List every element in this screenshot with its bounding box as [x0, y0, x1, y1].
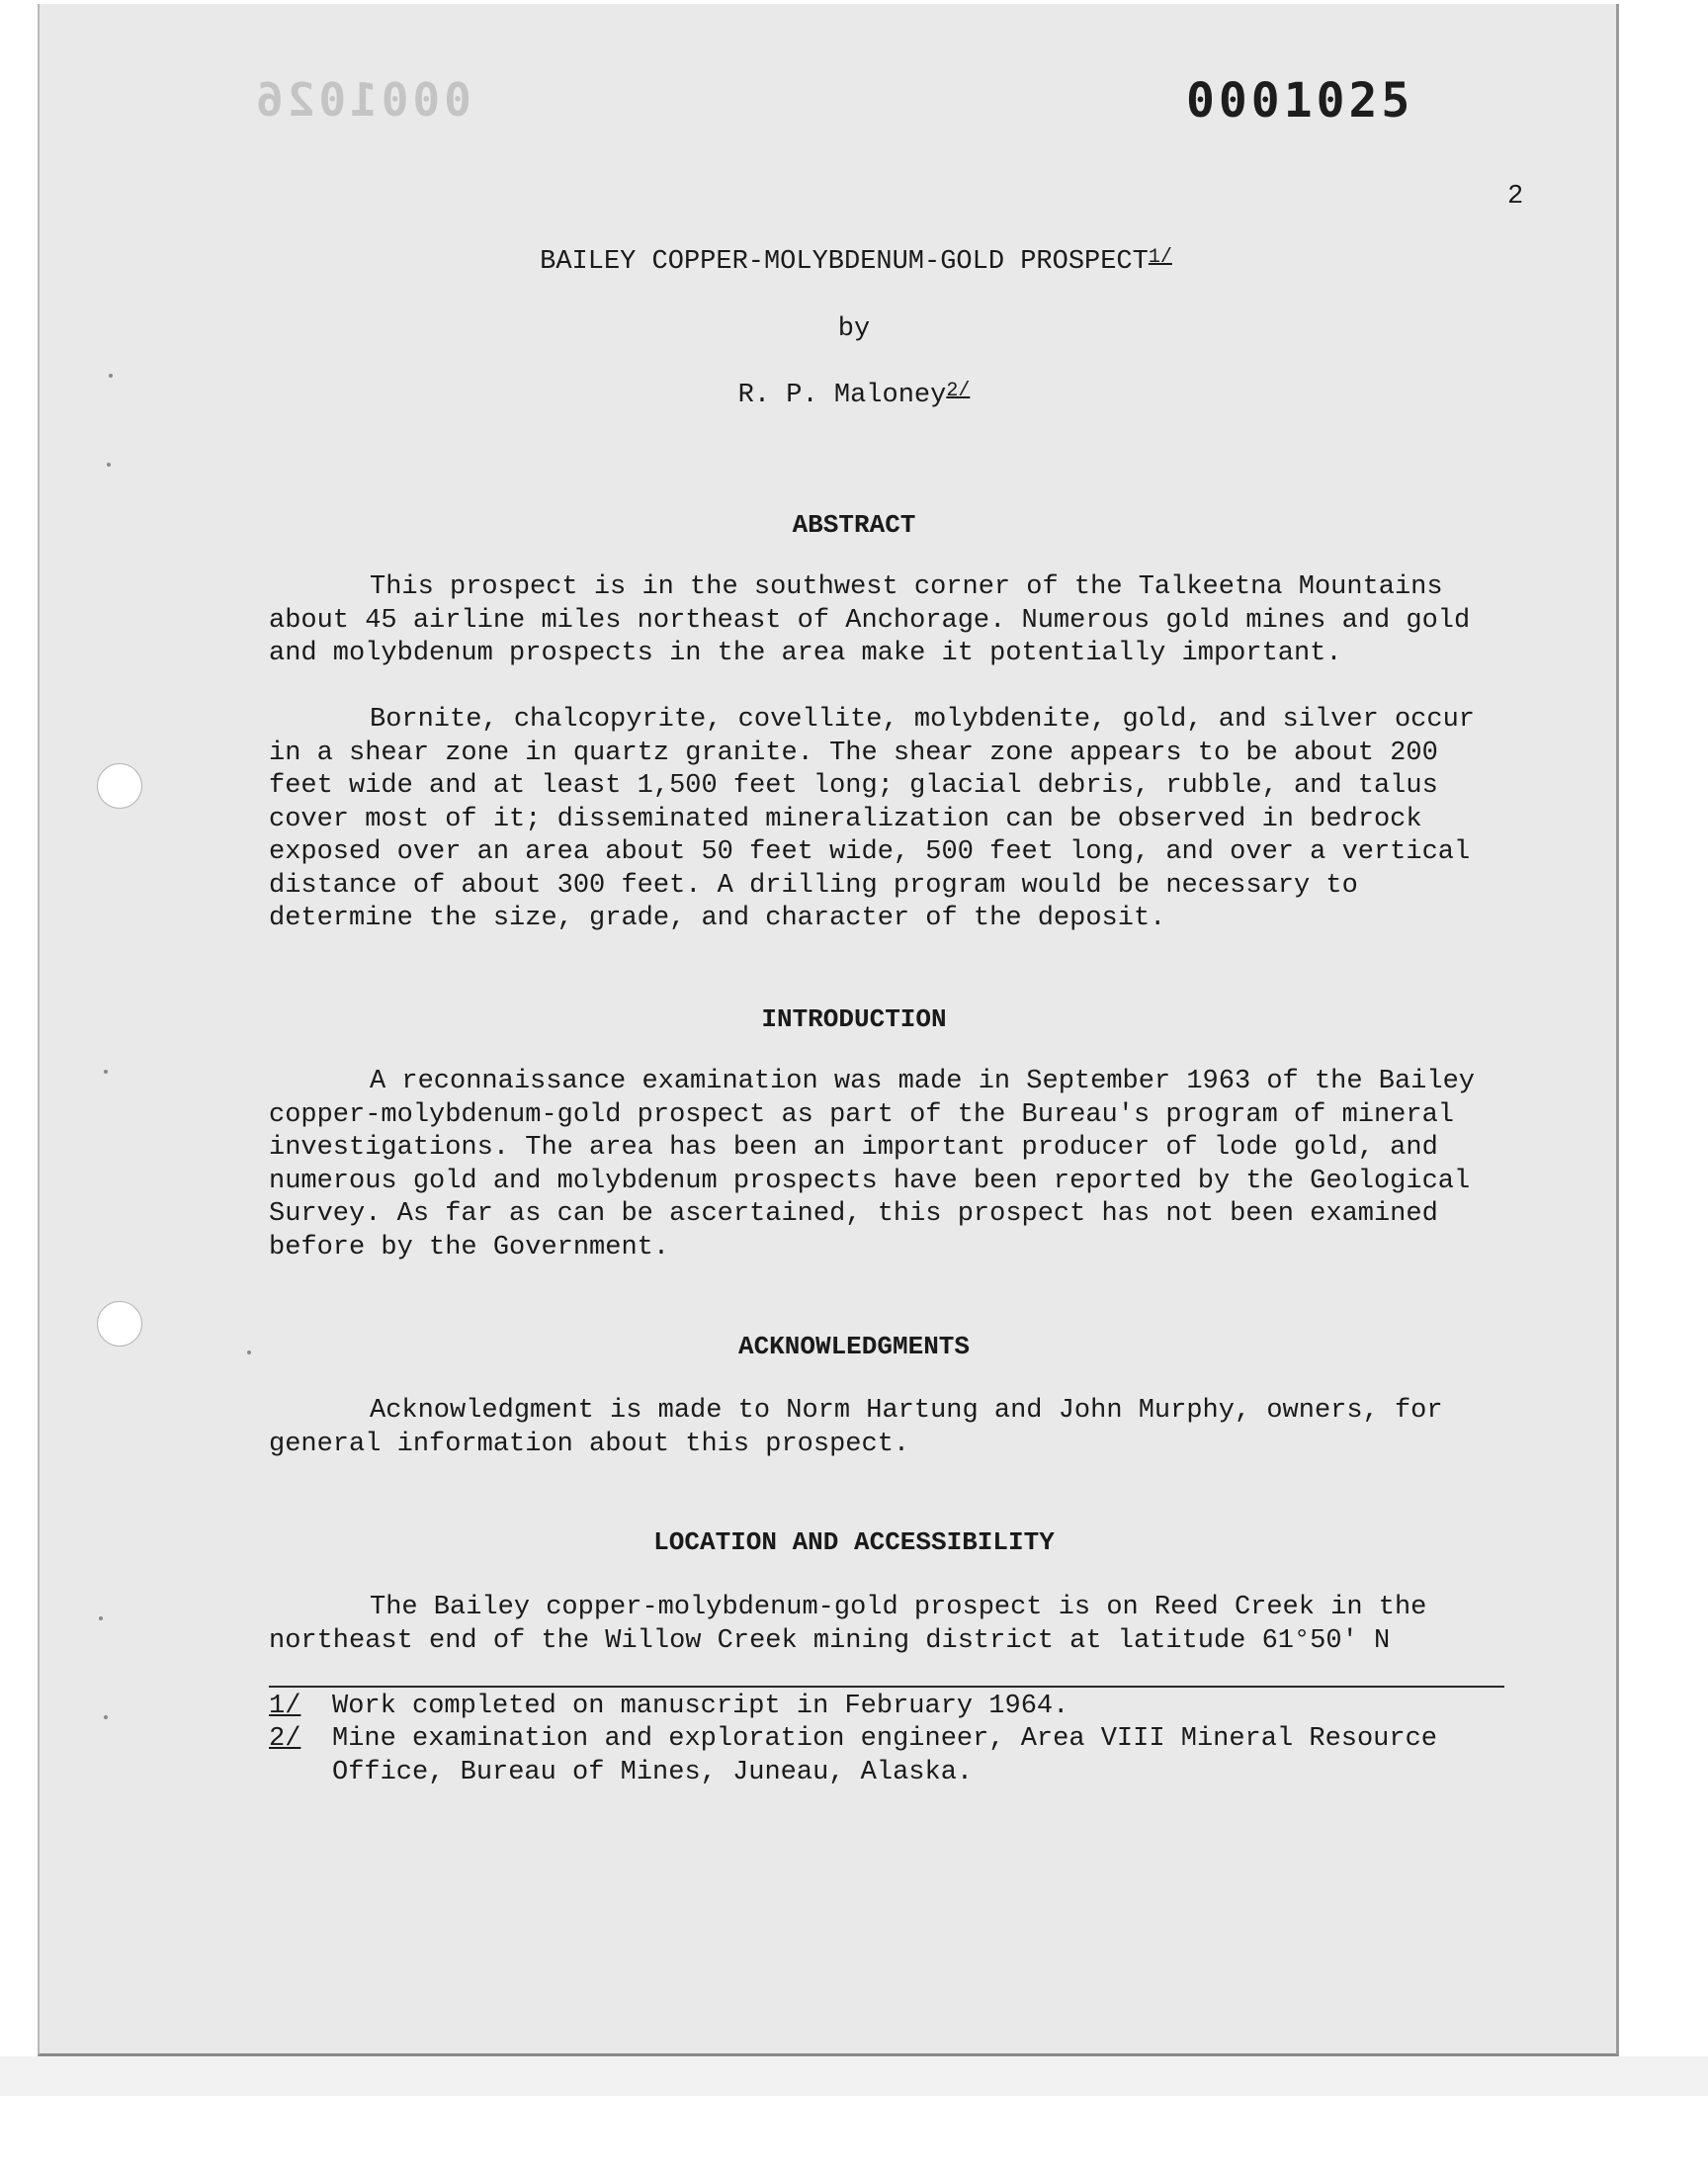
footnote-2-text: Mine examination and exploration engineer, Area VIII Mineral Resource Office, Bureau of Mines, Juneau, Alaska. — [332, 1724, 1437, 1787]
introduction-heading: INTRODUCTION — [761, 1004, 947, 1034]
scanner-bed-margin — [0, 2056, 1708, 2096]
acknowledgments-heading: ACKNOWLEDGMENTS — [737, 1332, 971, 1361]
title-footnote-ref — [1149, 246, 1172, 269]
document-title-text: BAILEY COPPER-MOLYBDENUM-GOLD PROSPECT — [540, 247, 1149, 277]
scan-speck — [99, 1616, 103, 1620]
introduction-paragraph: A reconnaissance examination was made in September 1963 of the Bailey copper-molybdenum-gold prospect as part of the Bureau's program of mineral investigations. The area has been an important producer of lode gold, and numerous gold and molybdenum prospects have been reported by the Geological Survey. As far as can be ascertained, this prospect has not been examined before by the Government. — [269, 1067, 1475, 1262]
author-footnote-ref-text: 2/ — [946, 380, 971, 402]
scan-speck — [104, 1070, 108, 1074]
document-title — [0, 247, 1708, 277]
acknowledgments-paragraph: Acknowledgment is made to Norm Hartung and John Murphy, owners, for general information about this prospect. — [269, 1396, 1443, 1459]
footnote-1 — [269, 1691, 1504, 1724]
location-heading: LOCATION AND ACCESSIBILITY — [653, 1527, 1055, 1557]
footnote-2 — [269, 1723, 1504, 1789]
punch-hole-top — [97, 763, 142, 809]
byline: by — [837, 314, 871, 344]
location-paragraph: The Bailey copper-molybdenum-gold prospect is on Reed Creek in the northeast end of the Willow Creek mining district at latitude 61°50' N — [269, 1593, 1427, 1656]
scan-speck — [109, 374, 113, 378]
title-footnote-ref-text: 1/ — [1148, 246, 1172, 269]
footnote-1-mark: 1/ — [269, 1692, 301, 1721]
page-number: 2 — [1507, 182, 1524, 212]
author-name: R. P. Maloney — [737, 381, 947, 410]
scan-speck — [107, 463, 111, 467]
footnote-2-mark: 2/ — [269, 1724, 301, 1754]
abstract-heading: ABSTRACT — [792, 510, 916, 540]
scan-speck — [104, 1715, 108, 1719]
author-footnote-ref — [946, 380, 970, 402]
author-line — [0, 381, 1708, 410]
abstract-paragraph-1: This prospect is in the southwest corner of the Talkeetna Mountains about 45 airline miles northeast of Anchorage. Numerous gold mines and gold and molybdenum prospects in the area make it potentially important. — [269, 572, 1471, 668]
footnote-1-text: Work completed on manuscript in February 1964. — [332, 1692, 1069, 1721]
abstract-paragraph-2: Bornite, chalcopyrite, covellite, molybdenite, gold, and silver occur in a shear zone in quartz granite. The shear zone appears to be about 200 feet wide and at least 1,500 feet long; glacial debris, rubble, and talus cover most of it; disseminated mineralization can be observed in bedrock exposed over an area about 50 feet wide, 500 feet long, and over a vertical distance of about 300 feet. A drilling program would be necessary to determine the size, grade, and character of the deposit. — [269, 705, 1475, 933]
footnote-divider — [269, 1686, 1504, 1688]
document-number-stamp: 0001025 — [1186, 73, 1414, 129]
faint-mirrored-stamp: 0001026 — [252, 73, 471, 127]
